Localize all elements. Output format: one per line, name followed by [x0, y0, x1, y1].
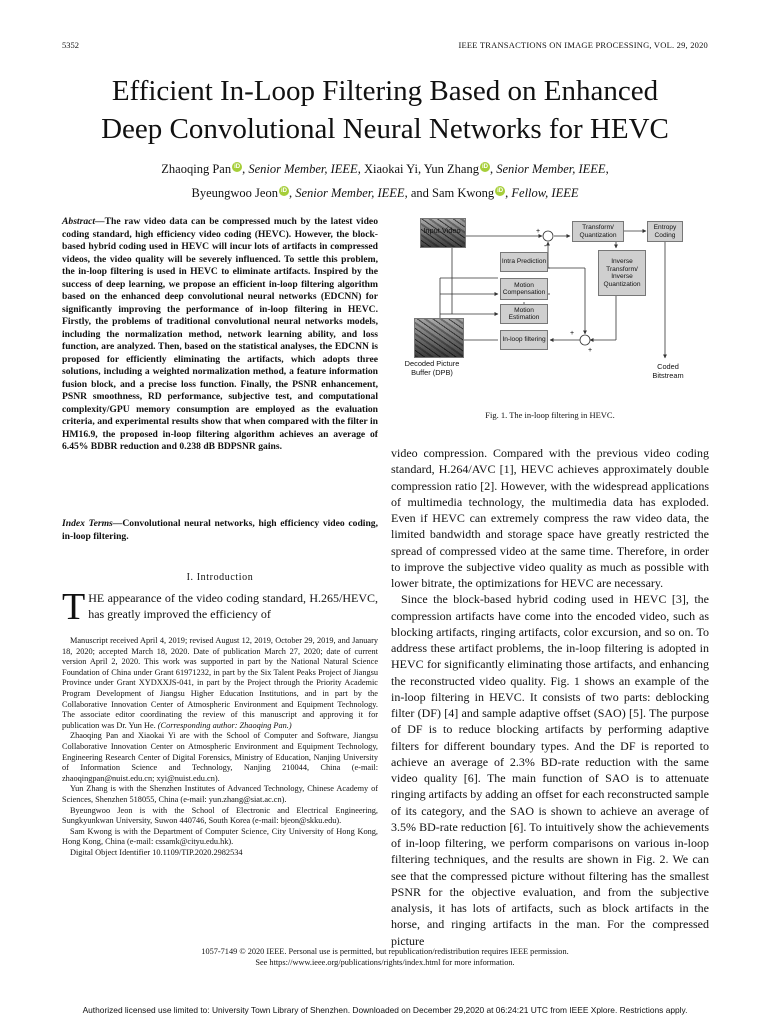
intra-prediction-block: Intra Prediction	[500, 252, 548, 272]
entropy-block: Entropy Coding	[647, 221, 683, 242]
body-paragraph: Since the block-based hybrid coding used in HEVC [3], the compression artifacts have come into the encoded video, such as blocking artifacts, ringing artifacts, color excursion, and so on. To address these artifact problems, the in-loop filtering is adopted in HEVC for significantly eliminating those artifacts, and enhancing the reconstructed video quality. Fig. 1 shows an example of the in-loop filtering in HEVC. It consists of two parts: deblocking filter (DF) [4] and sample adaptive offset (SAO) [5]. The purpose of DF is to reduce blocking artifacts by performing adaptive filters for different boundary types. And the DF is reported to achieve an average of 2.3% BD-rate reduction with the same video quality [6]. The main function of SAO is to attenuate ringing artifacts by adding an offset for each reconstructed sample of its category, and the SAO is shown to achieve an average of 3.5% BD-rate reduction [6]. To intuitively show the achievements of in-loop filtering, we perform comparisons on various in-loop filtering techniques, and the results are shown in Fig. 2. We can see that the compressed picture without filtering has the smallest PSNR for the objective evaluation, and from the subjective analysis, it has lots of artifacts, such as block artifacts in the horse, and ringing artifacts in the man. For the compressed picture	[391, 592, 709, 948]
author-role: Senior Member, IEEE	[295, 186, 405, 200]
page-number: 5352	[62, 40, 79, 50]
footnote	[62, 636, 378, 858]
motion-compensation-block: Motion Compensation	[500, 278, 548, 300]
motion-estimation-block: Motion Estimation	[500, 304, 548, 324]
intro-paragraph	[62, 586, 378, 628]
author-role: Senior Member, IEEE	[248, 162, 358, 176]
right-column-text	[391, 445, 709, 949]
footnote-paragraph: Manuscript received April 4, 2019; revised August 12, 2019, October 29, 2019, and January 18, 2020; accepted March 18, 2020. Date of publication March 27, 2020; date of current version April 2, 2020. This work was supported in part by the National Natural Science Foundation of China under Grant 61971232, in part by the Six Talent Peaks Project of Jiangsu Province under Grant XYDXXJS-041, in part by the Project through the Priority Academic Program Development of Jiangsu Higher Education Institutions, and in part by the Collaborative Innovation Center of Atmospheric Environment and Equipment Technology. The associate editor coordinating the review of this manuscript and approving it for publication was Dr. Yun He. (Corresponding author: Zhaoqing Pan.)	[62, 636, 378, 730]
minus-sign: -	[544, 241, 547, 250]
footnote-paragraph: Yun Zhang is with the Shenzhen Institutes of Advanced Technology, Chinese Academy of Sciences, Shenzhen 518055, China (e-mail: yun.zhang@siat.ac.cn).	[62, 784, 378, 804]
figure-caption: Fig. 1. The in-loop filtering in HEVC.	[485, 410, 615, 420]
abstract-lead: Abstract—	[62, 216, 105, 227]
dpb-thumbnail	[414, 318, 464, 358]
abstract-text: The raw video data can be compressed much by the latest video coding standard, high efficiency video coding (HEVC). However, the block-based hybrid coding used in HEVC will incur lots of artifacts in compressed videos, the video quality will be severely influenced. To settle this problem, the in-loop filtering is used in HEVC to eliminate artifacts. Inspired by the success of deep learning, we propose an efficient in-loop filtering algorithm based on the enhanced deep convolutional neural networks (EDCNN) for significantly improving the performance of in-loop filtering in HEVC. Firstly, the problems of traditional convolutional neural networks models, including the normalization method, network learning ability, and loss function, are analyzed. Then, based on the statistical analyses, the EDCNN is proposed for efficiently eliminating the artifacts, which adopts three solutions, including a weighted normalization method, a feature information fusion block, and a precise loss function. Finally, the PSNR enhancement, PSNR smoothness, RD performance, subjective test, and computational complexity/GPU memory consumption are employed as the evaluation criteria, and experimental results show that when compared with the filter in HM16.9, the proposed in-loop filtering algorithm achieves an average of 6.45% BDBR reduction and 0.238 dB BDPSNR gains.	[62, 216, 378, 452]
dpb-label: Decoded Picture Buffer (DPB)	[404, 359, 460, 377]
orcid-icon[interactable]: iD	[280, 187, 287, 194]
orcid-icon[interactable]: iD	[234, 163, 241, 170]
title-line-1: Efficient In-Loop Filtering Based on Enhanced	[111, 75, 659, 107]
journal-header: IEEE TRANSACTIONS ON IMAGE PROCESSING, VOL. 29, 2020	[458, 40, 708, 50]
figure-hevc-inloop	[404, 218, 700, 403]
body-paragraph: video compression. Compared with the previous video coding standard, H.264/AVC [1], HEVC achieves approximately double compression ratio [2]. However, with the widespread applications of multimedia technology, the multimedia data has exploded. Even if HEVC can extremely compress the raw video data, the limited bandwidth and storage space have greatly restricted the spread of compressed video at the same time. Therefore, in order to improve the subjective video quality as much as possible with lower bitrate, the optimizations for HEVC are necessary.	[391, 446, 709, 590]
author-name: and Sam Kwong	[410, 186, 495, 200]
input-video-label: Input Video	[423, 226, 461, 235]
footnote-paragraph: Byeungwoo Jeon is with the School of Electronic and Electrical Engineering, Sungkyunkwan University, Suwon 440746, South Korea (e-mail: bjeon@skku.edu).	[62, 805, 378, 826]
footnote-paragraph: Sam Kwong is with the Department of Computer Science, City University of Hong Kong, Hong Kong, China (e-mail: cssamk@cityu.edu.hk).	[62, 826, 378, 847]
download-notice: Authorized licensed use limited to: University Town Library of Shenzhen. Downloaded on December 29,2020 at 06:24:21 UTC from IEEE Xplore. Restrictions apply.	[82, 1005, 688, 1015]
intro-text: HE appearance of the video coding standard, H.265/HEVC, has greatly improved the efficiency of	[88, 591, 378, 622]
footnote-paragraph: Zhaoqing Pan and Xiaokai Yi are with the School of Computer and Software, Jiangsu Collaborative Innovation Center on Atmospheric Environment and Equipment Technology, Engineering Research Center of Digital Forensics, Ministry of Education, Nanjing University of Information Science and Technology, Nanjing 210044, China (e-mail: zhaoqingpan@nuist.edu.cn; xyi@nuist.edu.cn).	[62, 731, 378, 783]
author-role: Senior Member, IEEE	[496, 162, 606, 176]
author-role: Fellow, IEEE	[511, 186, 579, 200]
author-name: Xiaokai Yi, Yun Zhang	[363, 162, 479, 176]
copyright-notice	[62, 946, 708, 968]
plus-sign: +	[536, 228, 541, 235]
orcid-icon[interactable]: iD	[497, 187, 504, 194]
index-terms	[62, 518, 378, 543]
doi-line[interactable]: Digital Object Identifier 10.1109/TIP.2020.2982534	[70, 847, 243, 857]
orcid-icon[interactable]: iD	[481, 163, 488, 170]
inloop-filtering-block: In-loop filtering	[500, 330, 548, 350]
inverse-transform-block: Inverse Transform/ Inverse Quantization	[598, 250, 646, 296]
abstract	[62, 216, 378, 454]
paper-title	[40, 72, 730, 148]
section-heading: I. Introduction	[186, 572, 254, 583]
plus-sign: +	[570, 330, 575, 337]
index-terms-lead: Index Terms—	[62, 518, 123, 529]
index-terms-text: Convolutional neural networks, high efficiency video coding, in-loop filtering.	[62, 518, 378, 542]
author-list: Zhaoqing Pan iD , Senior Member, IEEE, Xiaokai Yi, Yun Zhang iD , Senior Member, IEEE, Byeungwoo Jeon iD , Senior Member, IEEE, and Sam Kwong iD , Fellow, IEEE	[161, 162, 609, 200]
bitstream-label: Coded Bitstream	[652, 362, 684, 380]
plus-sign: +	[588, 347, 593, 354]
drop-cap: T	[62, 586, 86, 628]
copyright-line: 1057-7149 © 2020 IEEE. Personal use is permitted, but republication/redistribution requires IEEE permission.	[201, 947, 569, 956]
author-name: Byeungwoo Jeon	[191, 186, 278, 200]
author-name: Zhaoqing Pan	[161, 162, 232, 176]
title-line-2: Deep Convolutional Neural Networks for HEVC	[101, 113, 669, 145]
rights-link-line[interactable]: See https://www.ieee.org/publications/rights/index.html for more information.	[255, 958, 515, 967]
transform-block: Transform/ Quantization	[572, 221, 624, 242]
